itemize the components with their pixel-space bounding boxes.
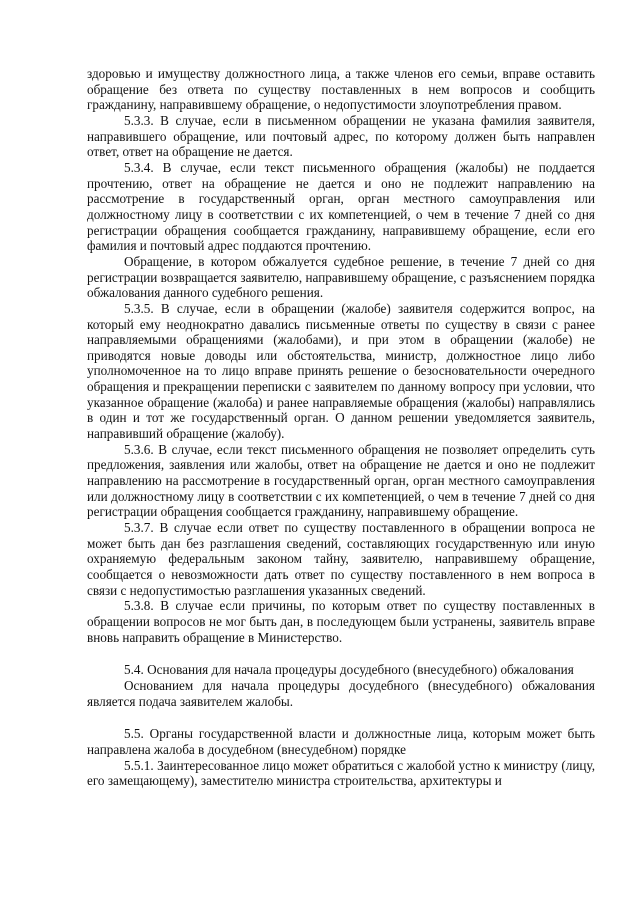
document-body bbox=[87, 66, 595, 789]
section-gap bbox=[87, 645, 595, 662]
paragraph-court-decision: Обращение, в котором обжалуется судебное решение, в течение 7 дней со дня регистрации возвращается заявителю, направившему обращение, с разъяснением порядка обжалования данного судебного решения. bbox=[87, 253, 595, 301]
section-heading-5-5: 5.5. Органы государственной власти и должностные лица, которым может быть направлена жалоба в досудебном (внесудебном) порядке bbox=[87, 726, 595, 757]
paragraph-5-5-1: 5.5.1. Заинтересованное лицо может обратиться с жалобой устно к министру (лицу, его замещающему), заместителю министра строительства, архитектуры и bbox=[87, 757, 595, 789]
paragraph-continuation: здоровью и имуществу должностного лица, а также членов его семьи, вправе оставить обращение без ответа по существу поставленных в нем вопросов и сообщить гражданину, направившему обращение, о недопустимости злоупотребления правом. bbox=[87, 66, 595, 113]
section-heading-5-4: 5.4. Основания для начала процедуры досудебного (внесудебного) обжалования bbox=[124, 662, 574, 678]
paragraph-5-3-5: 5.3.5. В случае, если в обращении (жалобе) заявителя содержится вопрос, на который ему неоднократно давались письменные ответы по существу в связи с ранее направляемыми обращениями (жалобами), и при этом в обращении (жалобе) не приводятся новые доводы или обстоятельства, министр, должностное лицо либо уполномоченное на то лицо вправе принять решение о безосновательности очередного обращения и прекращении переписки с заявителем по данному вопросу при условии, что указанное обращение (жалоба) и ранее направляемые обращения (жалобы) направлялись в один и тот же государственный орган. О данном решении уведомляется заявитель, направивший обращение (жалобу). bbox=[87, 300, 595, 442]
paragraph-5-3-4: 5.3.4. В случае, если текст письменного обращения (жалобы) не поддается прочтению, ответ на обращение не дается и оно не подлежит направлению на рассмотрение в государственный орган, орган местного самоуправления или должностному лицу в соответствии с их компетенцией, о чем в течение 7 дней со дня регистрации обращения сообщается гражданину, направившему обращение, если его фамилия и почтовый адрес поддаются прочтению. bbox=[87, 159, 595, 254]
paragraph-5-3-6: 5.3.6. В случае, если текст письменного обращения не позволяет определить суть предложения, заявления или жалобы, ответ на обращение не дается и оно не подлежит направлению на рассмотрение в государственный орган, орган местного самоуправления или должностному лицу в соответствии с их компетенцией, о чем в течение 7 дней со дня регистрации обращения сообщается гражданину, направившему обращение. bbox=[87, 441, 595, 520]
paragraph-5-3-8: 5.3.8. В случае если причины, по которым ответ по существу поставленных в обращении вопросов не мог быть дан, в последующем были устранены, заявитель вправе вновь направить обращение в Министерство. bbox=[87, 598, 595, 645]
paragraph-5-3-3: 5.3.3. В случае, если в письменном обращении не указана фамилия заявителя, направившего обращение, или почтовый адрес, по которому должен быть направлен ответ, ответ на обращение не дается. bbox=[87, 112, 595, 160]
paragraph-5-4-body: Основанием для начала процедуры досудебного (внесудебного) обжалования является подача заявителем жалобы. bbox=[87, 677, 595, 709]
section-gap bbox=[87, 709, 595, 726]
paragraph-5-3-7: 5.3.7. В случае если ответ по существу поставленного в обращении вопроса не может быть дан без разглашения сведений, составляющих государственную или иную охраняемую федеральным законом тайну, заявителю, направившему обращение, сообщается о невозможности дать ответ по существу поставленного в нем вопроса в связи с недопустимостью разглашения указанных сведений. bbox=[87, 520, 595, 598]
